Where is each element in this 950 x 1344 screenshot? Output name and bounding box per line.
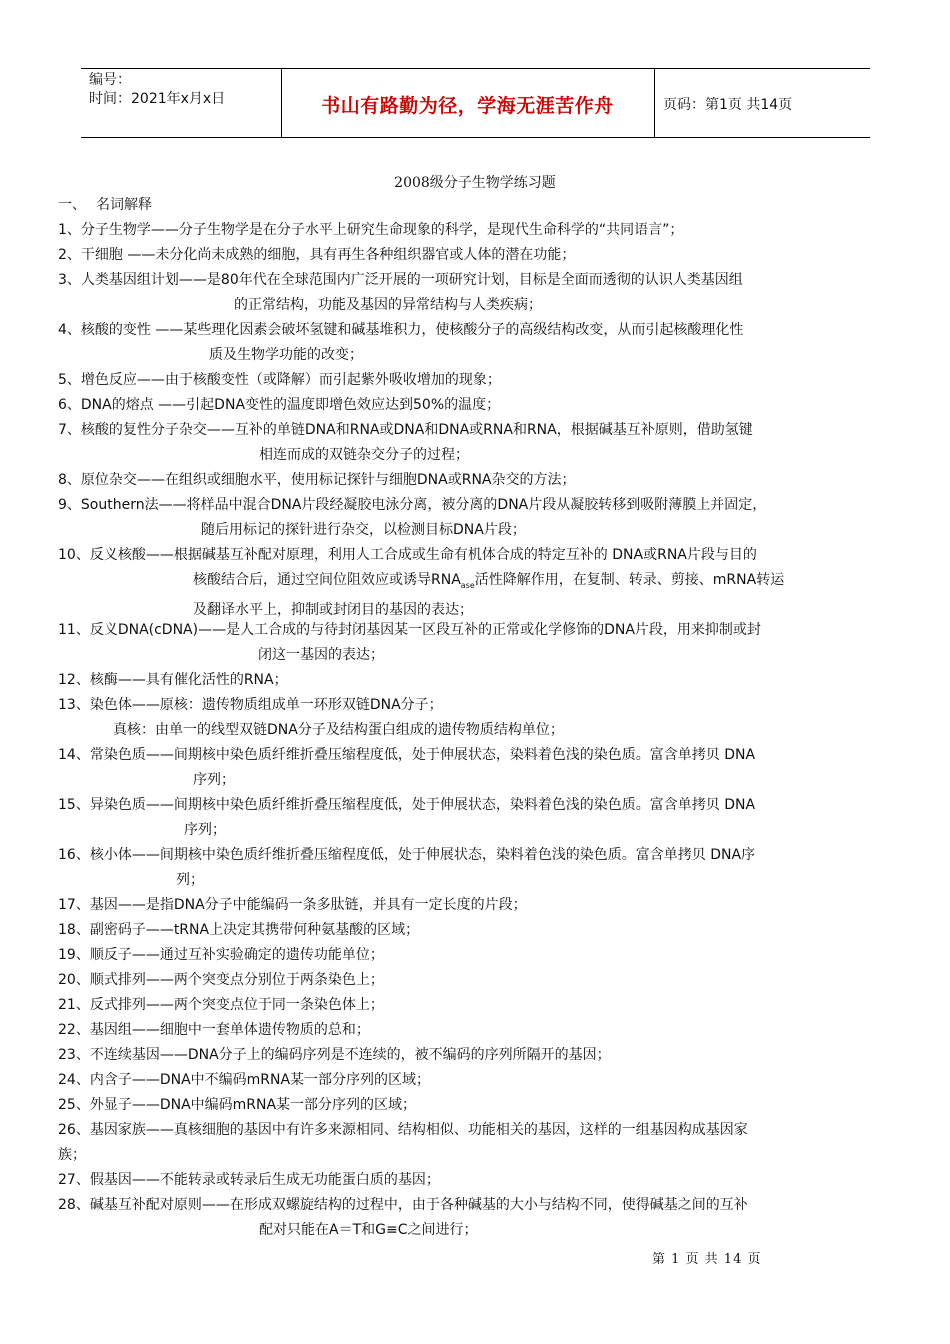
term-entry bbox=[58, 1068, 898, 1093]
term-line: 2、干细胞 ——未分化尚未成熟的细胞，具有再生各种组织器官或人体的潜在功能； bbox=[58, 247, 576, 263]
term-line: 15、异染色质——间期核中染色质纤维折叠压缩程度低，处于伸展状态，染料着色浅的染色质。富含单拷贝 DNA bbox=[58, 797, 756, 813]
subscript: ase bbox=[460, 580, 475, 590]
term-continuation-text: 闭这一基因的表达； bbox=[258, 647, 384, 663]
header-divider-right bbox=[654, 69, 655, 137]
term-line: 3、人类基因组计划——是80年代在全球范围内广泛开展的一项研究计划，目标是全面而透彻的认识人类基因组 bbox=[58, 272, 743, 288]
term-entry bbox=[58, 918, 898, 943]
term-entry bbox=[58, 1118, 898, 1168]
term-entry bbox=[58, 793, 898, 843]
term-entry bbox=[58, 993, 898, 1018]
term-entry bbox=[58, 493, 898, 543]
term-continuation-text: 配对只能在A＝T和G≡C之间进行； bbox=[259, 1222, 478, 1238]
term-line: 6、DNA的熔点 ——引起DNA变性的温度即增色效应达到50%的温度； bbox=[58, 397, 501, 413]
term-continuation-text: 族； bbox=[58, 1147, 86, 1163]
term-line: 19、顺反子——通过互补实验确定的遗传功能单位； bbox=[58, 947, 384, 963]
term-entry bbox=[58, 1093, 898, 1118]
term-entry bbox=[58, 1043, 898, 1068]
term-line: 24、内含子——DNA中不编码mRNA某一部分序列的区域； bbox=[58, 1072, 431, 1088]
term-continuation-text: 序列； bbox=[184, 822, 226, 838]
term-continuation bbox=[58, 818, 898, 843]
term-continuation-text: 序列； bbox=[193, 772, 235, 788]
term-continuation: 及翻译水平上，抑制或封闭目的基因的表达； bbox=[193, 601, 473, 618]
term-continuation-text: 核酸结合后，通过空间位阻效应或诱导RNA bbox=[193, 572, 461, 588]
term-entry bbox=[58, 368, 898, 393]
term-entry bbox=[58, 418, 898, 468]
term-line: 23、不连续基因——DNA分子上的编码序列是不连续的，被不编码的序列所隔开的基因； bbox=[58, 1047, 611, 1063]
term-entry bbox=[58, 968, 898, 993]
term-entry bbox=[58, 268, 898, 318]
term-continuation-text: 真核：由单一的线型双链DNA分子及结构蛋白组成的遗传物质结构单位； bbox=[113, 722, 564, 738]
term-continuation-text: 的正常结构，功能及基因的异常结构与人类疾病； bbox=[234, 297, 542, 313]
term-line: 22、基因组——细胞中一套单体遗传物质的总和； bbox=[58, 1022, 370, 1038]
term-line: 17、基因——是指DNA分子中能编码一条多肽链，并具有一定长度的片段； bbox=[58, 897, 527, 913]
document-title: 2008级分子生物学练习题 bbox=[394, 175, 556, 191]
term-continuation bbox=[58, 293, 898, 318]
term-entry bbox=[58, 243, 898, 268]
term-continuation bbox=[58, 718, 898, 743]
term-entry bbox=[58, 543, 898, 623]
header-motto: 书山有路勤为径，学海无涯苦作舟 bbox=[321, 95, 614, 117]
term-line: 14、常染色质——间期核中染色质纤维折叠压缩程度低，处于伸展状态，染料着色浅的染色质。富含单拷贝 DNA bbox=[58, 747, 756, 763]
header-page-info: 页码：第1页 共14页 bbox=[663, 97, 793, 113]
term-line: 1、分子生物学——分子生物学是在分子水平上研究生命现象的科学，是现代生命科学的“共同语言”； bbox=[58, 222, 684, 238]
term-line: 9、Southern法——将样品中混合DNA片段经凝胶电泳分离，被分离的DNA片段从凝胶转移到吸附薄膜上并固定， bbox=[58, 497, 767, 513]
term-line: 25、外显子——DNA中编码mRNA某一部分序列的区域； bbox=[58, 1097, 417, 1113]
term-continuation bbox=[58, 1218, 898, 1243]
term-line: 21、反式排列——两个突变点位于同一条染色体上； bbox=[58, 997, 384, 1013]
term-continuation bbox=[58, 343, 898, 368]
term-continuation-text: 随后用标记的探针进行杂交，以检测目标DNA片段； bbox=[201, 522, 526, 538]
term-line: 4、核酸的变性 ——某些理化因素会破坏氢键和碱基堆积力，使核酸分子的高级结构改变，从而引起核酸理化性 bbox=[58, 322, 744, 338]
term-entry bbox=[58, 468, 898, 493]
term-continuation bbox=[58, 643, 898, 668]
page-footer: 第 1 页 共 14 页 bbox=[652, 1252, 762, 1267]
term-continuation bbox=[58, 568, 898, 598]
term-entry bbox=[58, 893, 898, 918]
term-line: 8、原位杂交——在组织或细胞水平，使用标记探针与细胞DNA或RNA杂交的方法； bbox=[58, 472, 576, 488]
term-continuation bbox=[58, 518, 898, 543]
term-line: 11、反义DNA(cDNA)——是人工合成的与待封闭基因某一区段互补的正常或化学修饰的DNA片段，用来抑制或封 bbox=[58, 622, 761, 638]
term-continuation bbox=[58, 868, 898, 893]
term-entry bbox=[58, 218, 898, 243]
term-entry bbox=[58, 1018, 898, 1043]
term-line: 18、副密码子——tRNA上决定其携带何种氨基酸的区域； bbox=[58, 922, 420, 938]
page-header bbox=[81, 68, 870, 138]
term-line: 27、假基因——不能转录或转录后生成无功能蛋白质的基因； bbox=[58, 1172, 440, 1188]
term-line: 26、基因家族——真核细胞的基因中有许多来源相同、结构相似、功能相关的基因，这样的一组基因构成基因家 bbox=[58, 1122, 748, 1138]
doc-number-label: 编号： bbox=[89, 72, 131, 88]
section-title: 名词解释 bbox=[96, 197, 152, 213]
term-line: 13、染色体——原核：遗传物质组成单一环形双链DNA分子； bbox=[58, 697, 443, 713]
term-entry bbox=[58, 1193, 898, 1243]
term-continuation bbox=[58, 768, 898, 793]
term-entry bbox=[58, 943, 898, 968]
term-line: 16、核小体——间期核中染色质纤维折叠压缩程度低，处于伸展状态，染料着色浅的染色质。富含单拷贝 DNA序 bbox=[58, 847, 756, 863]
term-entry bbox=[58, 318, 898, 368]
time-label: 时间：2021年x月x日 bbox=[89, 91, 226, 107]
term-entry bbox=[58, 393, 898, 418]
term-entry bbox=[58, 1168, 898, 1193]
section-heading bbox=[58, 194, 152, 214]
term-line: 20、顺式排列——两个突变点分别位于两条染色上； bbox=[58, 972, 384, 988]
term-line: 28、碱基互补配对原则——在形成双螺旋结构的过程中，由于各种碱基的大小与结构不同，使得碱基之间的互补 bbox=[58, 1197, 748, 1213]
section-number: 一、 bbox=[58, 197, 86, 213]
term-line: 10、反义核酸——根据碱基互补配对原理，利用人工合成或生命有机体合成的特定互补的 DNA或RNA片段与目的 bbox=[58, 547, 757, 563]
term-continuation-text: 相连而成的双链杂交分子的过程； bbox=[259, 447, 469, 463]
term-entry bbox=[58, 843, 898, 893]
term-continuation bbox=[58, 1143, 898, 1168]
term-line: 12、核酶——具有催化活性的RNA； bbox=[58, 672, 288, 688]
term-continuation-tail: 活性降解作用，在复制、转录、剪接、mRNA转运 bbox=[474, 572, 785, 588]
term-continuation-text: 质及生物学功能的改变； bbox=[209, 347, 363, 363]
term-entry bbox=[58, 668, 898, 693]
term-line: 7、核酸的复性分子杂交——互补的单链DNA和RNA或DNA和DNA或RNA和RNA，根据碱基互补原则，借助氢键 bbox=[58, 422, 753, 438]
term-entry bbox=[58, 618, 898, 668]
term-entry bbox=[58, 743, 898, 793]
term-continuation-text: 列； bbox=[176, 872, 204, 888]
header-meta bbox=[89, 71, 225, 109]
term-entry bbox=[58, 693, 898, 743]
term-line: 5、增色反应——由于核酸变性（或降解）而引起紫外吸收增加的现象； bbox=[58, 372, 501, 388]
term-continuation bbox=[58, 443, 898, 468]
